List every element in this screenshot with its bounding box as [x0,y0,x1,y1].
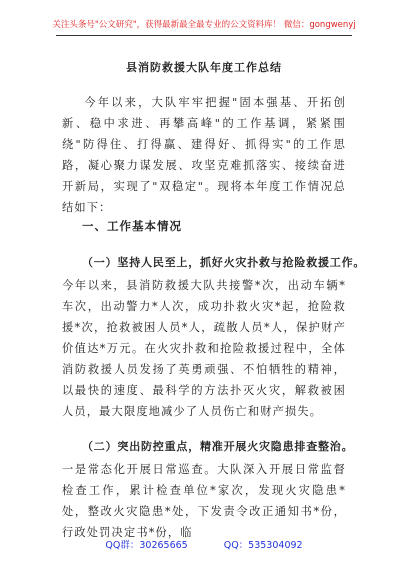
intro-paragraph: 今年以来，大队牢牢把握"固本强基、开拓创新、稳中求进、再攀高峰"的工作基调，紧紧围绕"防得住、打得赢、建得好、抓得实"的工作思路，凝心聚力谋发展、攻坚克难抓落实、接续奋进开新局，实现了"双稳定"。现将本年度工作情况总结如下： [62,96,346,214]
document-title: 县消防救援大队年度工作总结 [126,61,282,74]
subsection-body-1: 今年以来，县消防救援大队共接警*次，出动车辆*车次，出动警力*人次，成功扑救火灾*起，抢险救援*次，抢救被困人员*人，疏散人员*人，保护财产价值达*万元。在火灾扑救和抢险救援过程中，全体消防救援人员发扬了英勇顽强、不怕牺牲的精神，以最快的速度、最科学的方法扑灭火灾，解救被困人员，最大限度地减少了人员伤亡和财产损失。 [62,279,346,418]
promo-banner[interactable]: 关注头条号"公文研究"，获得最新最全最专业的公文资料库！ 微信：gongwenyj [52,20,356,30]
subsection-heading-2: （二）突出防控重点，精准开展火灾隐患排查整治。 [82,440,354,453]
footer-qq-group: QQ群：30265665 [105,540,188,551]
footer-qq: QQ：535304092 [223,540,303,551]
subsection-heading-1: （一）坚持人民至上，抓好火灾扑救与抢险救援工作。 [82,256,366,269]
header-divider [56,35,352,36]
section-heading: 一、工作基本情况 [82,219,182,233]
subsection-body-2: 一是常态化开展日常巡查。大队深入开展日常监督检查工作，累计检查单位*家次，发现火灾隐患*处，整改火灾隐患*处，下发责令改正通知书*份，行政处罚决定书*份，临 [62,463,346,539]
footer-contacts [0,537,408,551]
